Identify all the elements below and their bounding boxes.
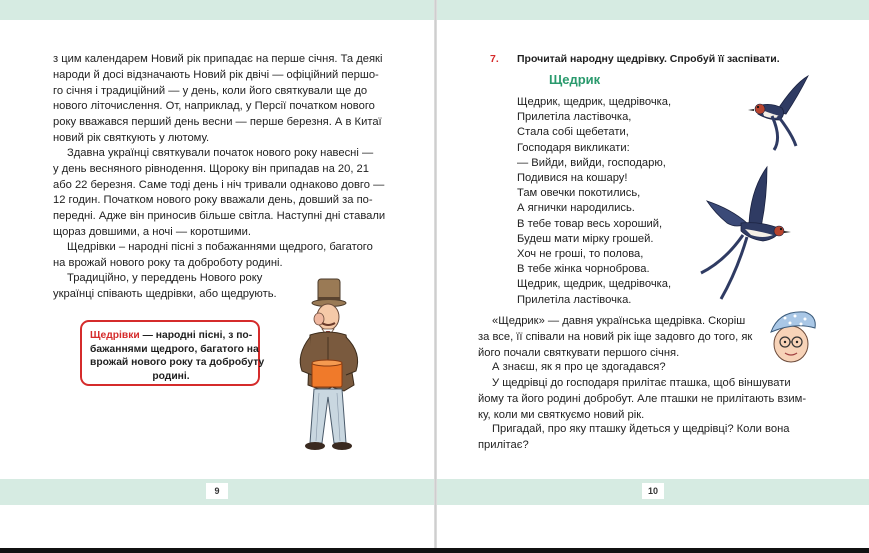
poem-line: Щедрик, щедрик, щедрівочка, [517, 278, 672, 291]
text-line: ку, коли ми святкуємо новий рік. [478, 408, 645, 421]
poem-line: В тебе жінка чорноброва. [517, 263, 650, 276]
page-number-right: 10 [642, 483, 664, 499]
definition-text: бажаннями щедрого, багатого на [90, 343, 259, 355]
definition-text: врожай нового року та добробуту [90, 357, 265, 369]
poem-line: Прилетіла ластівочка. [517, 293, 632, 306]
definition-text: родині. [152, 370, 190, 382]
definition-term: Щедрівки [90, 330, 140, 341]
bottom-edge [0, 548, 869, 553]
text-line: йому та його родині добробут. Але пташки не прилітають взим- [478, 392, 807, 405]
definition-text: — народні пісні, з по- [139, 330, 253, 341]
poem-line: В тебе товар весь хороший, [517, 217, 663, 230]
text-line: з цим календарем Новий рік припадає на перше січня. Та деякі [53, 53, 383, 65]
text-line: прилітає? [478, 438, 529, 451]
text-line: за все, її співали на новий рік іще задовго до того, як [478, 330, 753, 343]
swallow-illustration [697, 165, 793, 301]
text-line: українці співають щедрівки, або щедрують. [53, 287, 277, 300]
poem-line: Будеш мати мірку грошей. [517, 232, 654, 245]
poem-line: — Вийди, вийди, господарю, [517, 156, 666, 169]
text-line: «Щедрик» — давня українська щедрівка. Скоріш [492, 315, 746, 327]
text-line: У щедрівці до господаря прилітає пташка, щоб віншувати [492, 377, 791, 389]
left-top-band [0, 0, 434, 20]
poem-line: А ягнички народились. [517, 202, 635, 215]
swallow-illustration [736, 74, 812, 152]
left-paragraph-1 [53, 52, 382, 147]
poem-line: Прилетіла ластівочка, [517, 111, 632, 124]
gentleman-with-cup-illustration [288, 275, 388, 453]
poem-line: Щедрик, щедрик, щедрівочка, [517, 96, 672, 108]
song-title: Щедрик [549, 72, 601, 87]
book-spine [434, 0, 437, 548]
poem-line: Стала собі щебетати, [517, 126, 629, 139]
text-line: передні. Адже він приносив більше світла. Наступні дні ставали [53, 210, 386, 223]
text-line: Традиційно, у переддень Нового року [67, 272, 263, 284]
text-line: А знаєш, як я про це здогадався? [492, 361, 666, 373]
poem-line: Подивися на кошару! [517, 172, 628, 185]
text-line: новий рік святкують у лютому. [53, 131, 210, 144]
text-line: у день весняного рівнодення. Щороку він припадав на 20, 21 [53, 162, 370, 175]
page-number-left: 9 [206, 483, 228, 499]
text-line: Щедрівки – народні пісні з побажаннями щедрого, багатого [67, 241, 373, 253]
right-top-band [437, 0, 869, 20]
text-line: Здавна українці святкували початок нового року навесні — [67, 147, 374, 159]
text-line: року вважався перший день весни — перше березня. А в Китаї [53, 116, 382, 129]
definition-box [80, 320, 265, 386]
text-line: нового літочислення. От, наприклад, у Персії початком нового [53, 100, 375, 113]
left-paragraph-2 [53, 146, 385, 241]
text-line: го січня і традиційний — у день, коли його святкували ще до [53, 84, 368, 97]
task-instruction: Прочитай народну щедрівку. Спробуй її заспівати. [517, 53, 780, 65]
right-paragraph-1 [478, 314, 752, 361]
boy-with-cap-illustration [765, 306, 821, 366]
poem [517, 95, 671, 308]
right-paragraph-3 [478, 376, 806, 423]
text-line: його почали святкувати першого січня. [478, 346, 680, 359]
right-paragraph-4 [478, 422, 789, 454]
text-line: Пригадай, про яку пташку йдеться у щедрівці? Коли вона [492, 423, 790, 435]
left-paragraph-3 [53, 240, 373, 272]
text-line: 12 годин. Початком нового року вважали день, довший за по- [53, 194, 373, 207]
right-paragraph-2 [478, 360, 666, 376]
poem-line: Там овечки покотились, [517, 187, 641, 200]
text-line: або 22 березня. Саме тоді день і ніч тривали однаково довго — [53, 178, 385, 191]
poem-line: Господаря викликати: [517, 141, 630, 154]
poem-line: Хоч не гроші, то полова, [517, 248, 644, 261]
task-number: 7. [490, 53, 499, 65]
text-line: на врожай нового року та доброботу родині. [53, 256, 283, 269]
text-line: щораз довшими, а ночі — коротшими. [53, 225, 251, 238]
left-paragraph-4 [53, 271, 277, 303]
text-line: народи й досі відзначають Новий рік двічі — офіційний першо- [53, 68, 379, 81]
